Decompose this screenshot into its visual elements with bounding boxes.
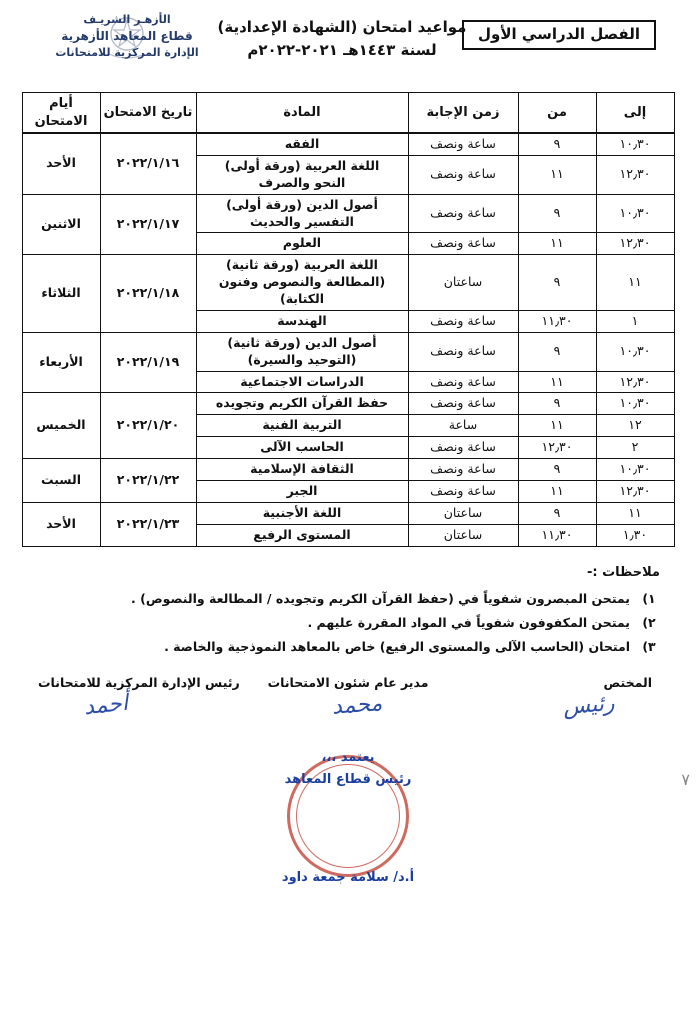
signature-row: [14, 675, 682, 735]
col-header-to: إلى: [596, 93, 674, 134]
cell-time-to: ١٢: [596, 415, 674, 437]
col-header-date: تاريخ الامتحان: [100, 93, 196, 134]
cell-time-to: ١٢٫٣٠: [596, 233, 674, 255]
cell-time-to: ١٠٫٣٠: [596, 459, 674, 481]
cell-time-to: ١٢٫٣٠: [596, 155, 674, 194]
cell-time-from: ٩: [518, 194, 596, 233]
cell-subject: [196, 194, 408, 233]
cell-time-from: ٩: [518, 255, 596, 311]
azhar-crest-icon: [97, 12, 157, 62]
subject-line: اللغة الأجنبية: [262, 504, 342, 520]
approval-label: يعتمد ،،،: [321, 749, 375, 765]
cell-duration: ساعة ونصف: [408, 133, 518, 155]
subject-line: العلوم: [282, 235, 322, 251]
cell-time-to: ١٢٫٣٠: [596, 371, 674, 393]
cell-duration: ساعة ونصف: [408, 393, 518, 415]
cell-duration: ساعتان: [408, 255, 518, 311]
subject-line: الهندسة: [277, 312, 327, 328]
approval-title: رئيس قطاع المعاهد: [284, 771, 412, 787]
title-line-1: مواعيد امتحان (الشهادة الإعدادية): [217, 18, 467, 36]
cell-time-to: ١٠٫٣٠: [596, 133, 674, 155]
cell-duration: ساعة ونصف: [408, 437, 518, 459]
table-header-row: [22, 93, 674, 134]
table-row: [22, 255, 674, 311]
cell-time-from: ١١٫٣٠: [518, 310, 596, 332]
signature-central-admin: رئيس الإدارة المركزية للامتحانات: [38, 674, 240, 690]
subject-line: الثقافة الإسلامية: [250, 461, 354, 477]
cell-time-to: ١٠٫٣٠: [596, 332, 674, 371]
page-number: ٧: [681, 770, 690, 789]
table-row: [22, 459, 674, 481]
table-row: [22, 502, 674, 524]
title-line-2: لسنة ١٤٤٣هـ ٢٠٢١-٢٠٢٢م: [247, 41, 437, 60]
subject-line: الحاسب الآلى: [260, 439, 344, 455]
table-row: [22, 393, 674, 415]
cell-exam-date: ٢٠٢٢/١/٢٣: [100, 502, 196, 546]
cell-time-from: ١١: [518, 415, 596, 437]
table-row: [22, 133, 674, 155]
cell-subject: [196, 459, 408, 481]
cell-exam-day: الأربعاء: [22, 332, 100, 393]
cell-subject: [196, 415, 408, 437]
note-text: امتحان (الحاسب الآلى والمستوى الرفيع) خاص بالمعاهد النموذجية والخاصة .: [164, 638, 630, 654]
subject-line: المستوى الرفيع: [253, 526, 351, 542]
cell-exam-day: الأحد: [22, 133, 100, 194]
cell-time-to: ١٫٣٠: [596, 524, 674, 546]
signature-officer: المختص: [603, 674, 652, 690]
exam-schedule-table: [22, 92, 675, 547]
cell-duration: ساعة: [408, 415, 518, 437]
cell-time-from: ١١٫٣٠: [518, 524, 596, 546]
note-item: [36, 635, 656, 659]
subject-line: (التوحيد والسيرة): [247, 351, 357, 367]
cell-time-to: ١٠٫٣٠: [596, 194, 674, 233]
cell-subject: [196, 437, 408, 459]
cell-subject: [196, 524, 408, 546]
term-badge: الفصل الدراسي الأول: [462, 20, 656, 50]
cell-exam-date: ٢٠٢٢/١/١٨: [100, 255, 196, 333]
handwritten-signature-left: أحمد: [82, 690, 130, 720]
cell-time-from: ٩: [518, 459, 596, 481]
subject-line: الجبر: [286, 482, 318, 498]
signature-exam-manager: مدير عام شئون الامتحانات: [267, 674, 429, 690]
cell-time-to: ١: [596, 310, 674, 332]
organization-header: [32, 12, 222, 61]
cell-subject: [196, 393, 408, 415]
subject-line: النحو والصرف: [258, 174, 346, 190]
cell-exam-day: الثلاثاء: [22, 255, 100, 333]
cell-duration: ساعة ونصف: [408, 459, 518, 481]
cell-subject: [196, 255, 408, 311]
subject-line: اللغة العربية (ورقة أولى): [224, 157, 380, 173]
cell-duration: ساعة ونصف: [408, 332, 518, 371]
document-title: [207, 16, 477, 63]
cell-time-to: ١١: [596, 502, 674, 524]
table-row: [22, 194, 674, 233]
cell-exam-date: ٢٠٢٢/١/١٧: [100, 194, 196, 255]
cell-exam-date: ٢٠٢٢/١/١٩: [100, 332, 196, 393]
cell-subject: [196, 155, 408, 194]
subject-line: أصول الدين (ورقة ثانية): [227, 334, 377, 350]
col-header-subject: المادة: [196, 93, 408, 134]
notes-title: ملاحظات :-: [586, 564, 660, 580]
cell-duration: ساعة ونصف: [408, 310, 518, 332]
note-item: [36, 587, 656, 611]
org-line-1: الأزهـر الشريـف: [83, 13, 171, 26]
col-header-from: من: [518, 93, 596, 134]
cell-time-from: ١١: [518, 371, 596, 393]
cell-exam-day: السبت: [22, 459, 100, 503]
cell-duration: ساعتان: [408, 524, 518, 546]
cell-subject: [196, 502, 408, 524]
col-header-duration: زمن الإجابة: [408, 93, 518, 134]
cell-exam-date: ٢٠٢٢/١/٢٠: [100, 393, 196, 459]
approval-signer-name: أ.د/ سلامة جمعة داود: [281, 869, 415, 885]
cell-exam-date: ٢٠٢٢/١/١٦: [100, 133, 196, 194]
cell-time-from: ١١: [518, 233, 596, 255]
cell-subject: [196, 233, 408, 255]
cell-duration: ساعة ونصف: [408, 155, 518, 194]
cell-time-from: ١١: [518, 480, 596, 502]
cell-duration: ساعة ونصف: [408, 480, 518, 502]
approval-text: [285, 747, 412, 791]
table-row: [22, 332, 674, 371]
subject-line: التفسير والحديث: [250, 213, 354, 229]
subject-line: الدراسات الاجتماعية: [240, 373, 364, 389]
cell-duration: ساعة ونصف: [408, 194, 518, 233]
handwritten-signature-middle: محمد: [331, 690, 384, 720]
cell-duration: ساعة ونصف: [408, 371, 518, 393]
subject-line: اللغة العربية (ورقة ثانية): [226, 257, 378, 273]
notes-section: [36, 561, 660, 659]
cell-time-to: ١٠٫٣٠: [596, 393, 674, 415]
subject-line: حفظ القرآن الكريم وتجويده: [215, 395, 389, 411]
cell-subject: [196, 480, 408, 502]
note-text: يمتحن المبصرون شفوياً في (حفظ القرآن الكريم وتجويده / المطالعة والنصوص) .: [131, 591, 630, 607]
cell-time-from: ١١: [518, 155, 596, 194]
note-number: ١): [642, 591, 656, 607]
org-line-3: الإدارة المركزية للامتحانات: [55, 46, 199, 60]
subject-line: (المطالعة والنصوص وفنون الكتابة): [218, 274, 386, 307]
cell-time-to: ٢: [596, 437, 674, 459]
cell-time-from: ٩: [518, 502, 596, 524]
cell-time-from: ٩: [518, 332, 596, 371]
cell-time-from: ٩: [518, 133, 596, 155]
cell-exam-day: الخميس: [22, 393, 100, 459]
cell-exam-day: الأحد: [22, 502, 100, 546]
note-number: ٢): [642, 615, 656, 631]
cell-subject: [196, 310, 408, 332]
document-header: [14, 10, 682, 88]
cell-subject: [196, 332, 408, 371]
cell-duration: ساعة ونصف: [408, 233, 518, 255]
note-item: [36, 611, 656, 635]
cell-time-to: ١١: [596, 255, 674, 311]
note-number: ٣): [642, 638, 656, 654]
approval-section: [14, 741, 682, 891]
cell-exam-day: الاثنين: [22, 194, 100, 255]
handwritten-signature-right: رئيس: [561, 690, 615, 720]
col-header-day: أيام الامتحان: [22, 93, 100, 134]
cell-time-from: ٩: [518, 393, 596, 415]
subject-line: التربية الفنية: [262, 417, 342, 433]
note-text: يمتحن المكفوفون شفوياً في المواد المقررة عليهم .: [307, 615, 630, 631]
cell-duration: ساعتان: [408, 502, 518, 524]
cell-subject: [196, 371, 408, 393]
org-line-2: قطاع المعاهد الأزهرية: [61, 28, 193, 43]
cell-subject: [196, 133, 408, 155]
subject-line: الفقه: [284, 136, 320, 152]
subject-line: أصول الدين (ورقة أولى): [226, 196, 378, 212]
cell-time-to: ١٢٫٣٠: [596, 480, 674, 502]
cell-time-from: ١٢٫٣٠: [518, 437, 596, 459]
cell-exam-date: ٢٠٢٢/١/٢٢: [100, 459, 196, 503]
